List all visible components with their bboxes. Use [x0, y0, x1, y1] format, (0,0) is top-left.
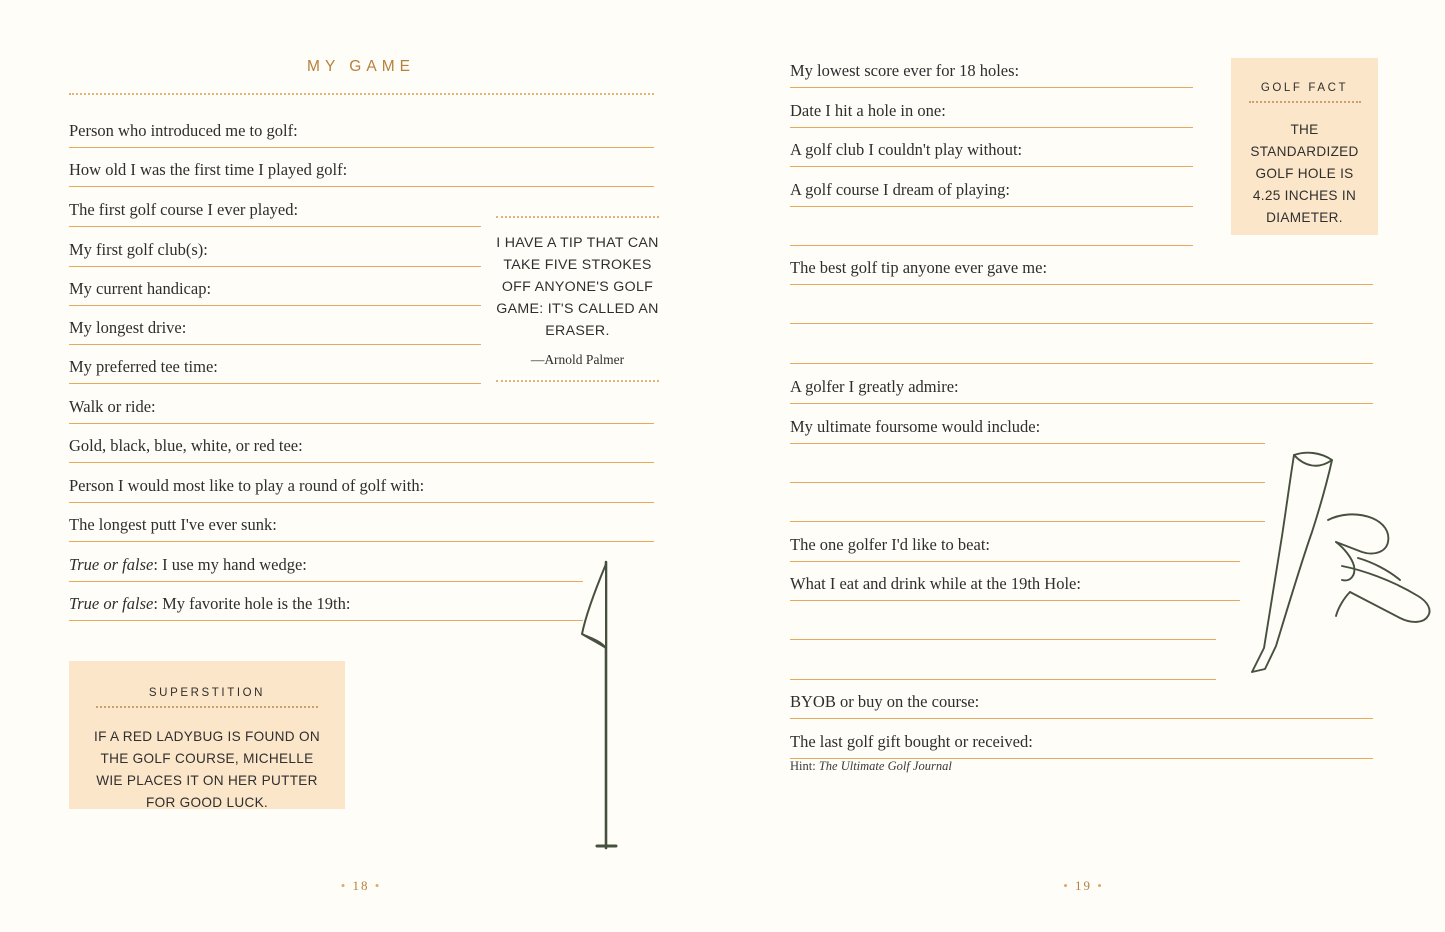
page-number-right [722, 878, 1445, 894]
answer-line[interactable] [790, 679, 1216, 680]
answer-line[interactable] [69, 344, 481, 345]
answer-line[interactable] [69, 383, 481, 384]
answer-line[interactable] [69, 581, 583, 582]
answer-line[interactable] [69, 502, 654, 503]
answer-line[interactable] [790, 284, 1373, 285]
quote-attribution: —Arnold Palmer [530, 352, 625, 367]
folio-number: 19 [1075, 878, 1092, 893]
true-or-false-label: True or false [69, 555, 154, 574]
true-false-text: : My favorite hole is the 19th: [153, 594, 351, 613]
prompt-label: Gold, black, blue, white, or red tee: [69, 436, 303, 455]
prompt-label: My current handicap: [69, 279, 212, 298]
prompt-label: The longest putt I've ever sunk: [69, 515, 277, 534]
answer-line[interactable] [790, 561, 1240, 562]
prompt-label: The one golfer I'd like to beat: [790, 535, 990, 554]
prompt-label: BYOB or buy on the course: [790, 692, 980, 711]
quote-dots-top [496, 216, 659, 218]
answer-line[interactable] [790, 87, 1193, 88]
quote-dots-bottom [496, 380, 659, 382]
answer-line[interactable] [790, 521, 1265, 522]
superstition-title: SUPERSTITION [148, 687, 266, 699]
answer-line[interactable] [69, 541, 654, 542]
folio-dot-right: • [1097, 878, 1104, 893]
superstition-dots [96, 706, 318, 708]
prompt-label: Date I hit a hole in one: [790, 101, 946, 120]
golf-fact-body: THE STANDARDIZED GOLF HOLE IS 4.25 INCHES IN DIAMETER. [1250, 122, 1359, 226]
prompt-label: A golfer I greatly admire: [790, 377, 959, 396]
superstition-callout [69, 661, 345, 809]
answer-line[interactable] [69, 305, 481, 306]
answer-line[interactable] [790, 206, 1193, 207]
golf-tees-illustration [1232, 440, 1442, 695]
answer-line[interactable] [69, 226, 481, 227]
hint-text [790, 759, 952, 774]
prompt-label: What I eat and drink while at the 19th Hole: [790, 574, 1081, 593]
folio-dot-left: • [1063, 878, 1070, 893]
folio-dot-right: • [374, 878, 382, 893]
answer-line[interactable] [790, 403, 1373, 404]
prompt-label-true-false [69, 556, 307, 575]
prompt-label: The first golf course I ever played: [69, 200, 299, 219]
page-number-left [0, 878, 722, 894]
prompt-label: My preferred tee time: [69, 357, 218, 376]
answer-line[interactable] [69, 423, 654, 424]
golf-fact-title: GOLF FACT [1260, 82, 1349, 94]
answer-line[interactable] [790, 166, 1193, 167]
hint-title: The Ultimate Golf Journal [818, 759, 952, 773]
answer-line[interactable] [790, 718, 1373, 719]
folio-number: 18 [352, 878, 370, 893]
answer-line[interactable] [69, 462, 654, 463]
golf-fact-dots [1249, 101, 1361, 103]
prompt-label-true-false [69, 595, 350, 614]
true-false-text: : I use my hand wedge: [153, 555, 307, 574]
prompt-label: A golf course I dream of playing: [790, 180, 1010, 199]
prompt-label: My first golf club(s): [69, 240, 208, 259]
answer-line[interactable] [790, 363, 1373, 364]
answer-line[interactable] [790, 443, 1265, 444]
answer-line[interactable] [790, 127, 1193, 128]
true-or-false-label: True or false [69, 594, 154, 613]
quote-callout [496, 216, 659, 382]
title-dotted-rule [69, 93, 654, 95]
answer-line[interactable] [790, 482, 1265, 483]
answer-line[interactable] [69, 147, 654, 148]
prompt-label: My longest drive: [69, 318, 187, 337]
prompt-label: How old I was the first time I played golf: [69, 160, 348, 179]
prompt-label: Person who introduced me to golf: [69, 121, 298, 140]
answer-line[interactable] [790, 245, 1193, 246]
prompt-label: Person I would most like to play a round of golf with: [69, 476, 425, 495]
prompt-label: The best golf tip anyone ever gave me: [790, 258, 1048, 277]
quote-text: I HAVE A TIP THAT CAN TAKE FIVE STROKES OFF ANYONE'S GOLF GAME: IT'S CALLED AN ERASER. [496, 235, 659, 339]
answer-line[interactable] [790, 323, 1373, 324]
superstition-body: IF A RED LADYBUG IS FOUND ON THE GOLF COURSE, MICHELLE WIE PLACES IT ON HER PUTTER FOR GOOD LUCK. [94, 729, 320, 811]
page-title: MY GAME [307, 58, 415, 75]
golf-fact-callout [1231, 58, 1378, 235]
left-page [0, 0, 722, 932]
prompt-label: My lowest score ever for 18 holes: [790, 61, 1020, 80]
right-page [722, 0, 1445, 932]
answer-line[interactable] [69, 186, 654, 187]
answer-line[interactable] [790, 639, 1216, 640]
prompt-label: The last golf gift bought or received: [790, 732, 1033, 751]
prompt-label: My ultimate foursome would include: [790, 417, 1041, 436]
prompt-label: Walk or ride: [69, 397, 156, 416]
answer-line[interactable] [790, 600, 1240, 601]
golf-flag-illustration [578, 558, 658, 863]
hint-prefix: Hint: [790, 759, 816, 773]
prompt-label: A golf club I couldn't play without: [790, 140, 1023, 159]
answer-line[interactable] [69, 620, 583, 621]
answer-line[interactable] [69, 266, 481, 267]
folio-dot-left: • [340, 878, 348, 893]
